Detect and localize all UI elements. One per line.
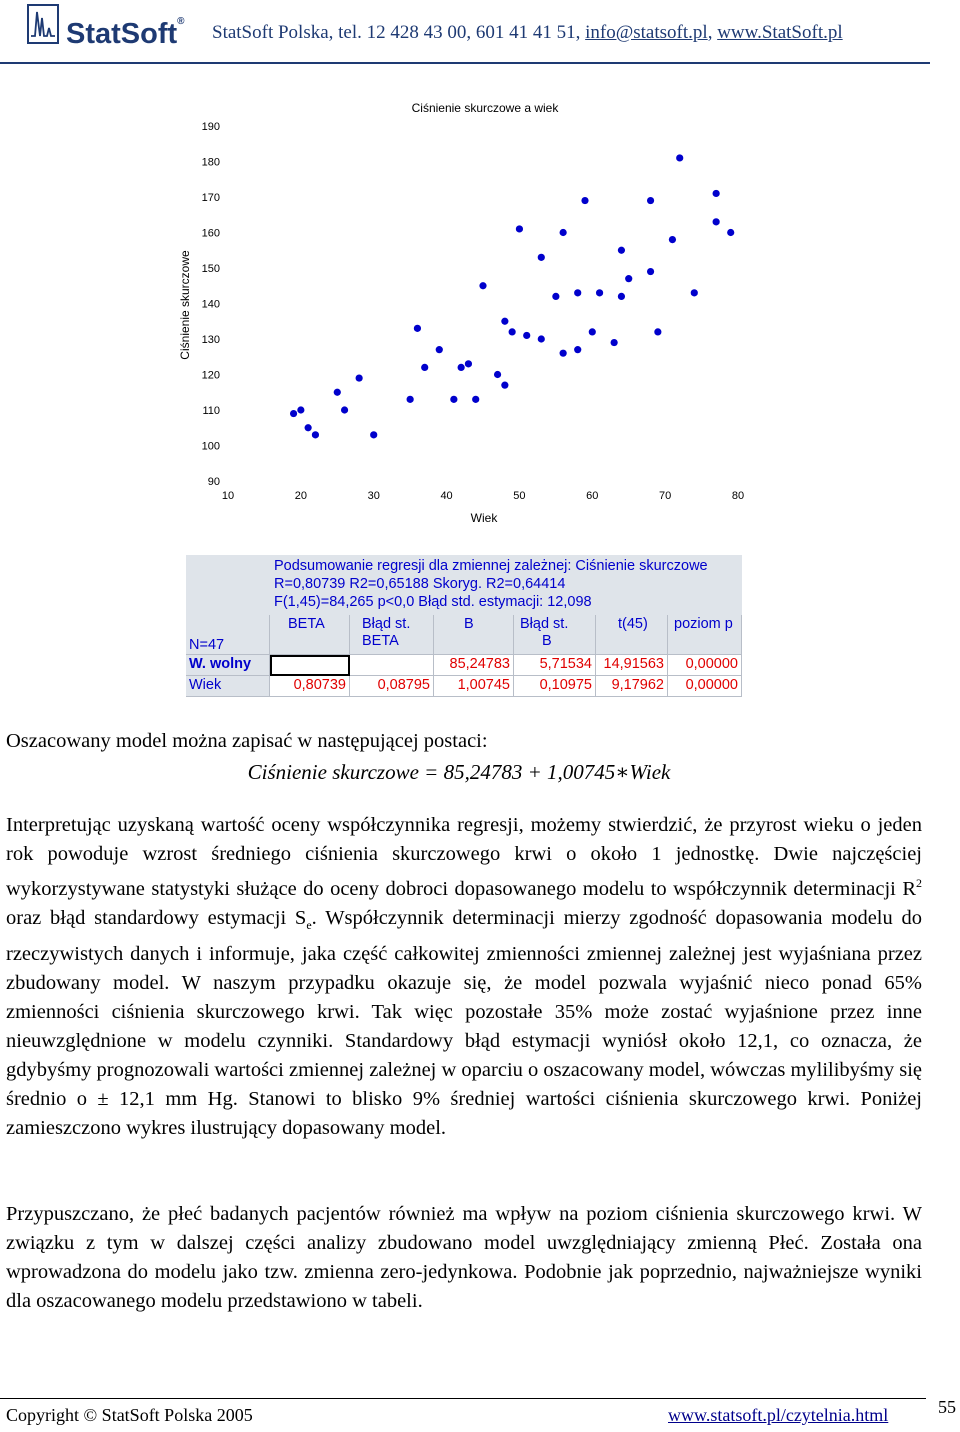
- data-point: [450, 396, 457, 403]
- data-point: [713, 190, 720, 197]
- y-tick-label: 140: [201, 298, 220, 311]
- footer-copyright: Copyright © StatSoft Polska 2005: [6, 1405, 253, 1425]
- data-point: [516, 225, 523, 232]
- regression-header: [270, 555, 742, 615]
- y-tick-label: 160: [201, 227, 220, 240]
- data-point: [356, 374, 363, 381]
- header-divider: [0, 62, 930, 64]
- y-tick-label: 150: [201, 263, 220, 275]
- scatter-chart: [170, 88, 770, 536]
- data-point: [596, 289, 603, 296]
- data-point: [523, 332, 530, 339]
- col-header-beta: BETA: [270, 615, 350, 655]
- data-point: [501, 382, 508, 389]
- x-tick-label: 20: [294, 490, 307, 502]
- x-tick-label: 40: [440, 490, 453, 502]
- row-label-intercept: W. wolny: [186, 655, 270, 676]
- model-formula: Ciśnienie skurczowe = 85,24783 + 1,00745∗Wiek: [247, 760, 671, 784]
- y-tick-label: 170: [201, 192, 220, 204]
- table-cell: 85,24783: [434, 655, 514, 676]
- data-point: [436, 346, 443, 353]
- footer-divider: [0, 1398, 926, 1399]
- data-point: [421, 364, 428, 371]
- data-point: [370, 431, 377, 438]
- x-tick-label: 70: [659, 490, 672, 502]
- intro-text: Oszacowany model można zapisać w następującej postaci:: [6, 730, 488, 752]
- data-point: [669, 236, 676, 243]
- footer-link[interactable]: www.statsoft.pl/czytelnia.html: [668, 1405, 889, 1425]
- table-cell: 0,08795: [350, 676, 434, 697]
- statsoft-logo-icon: [27, 4, 59, 44]
- col-header-se-b: Błąd st. B: [514, 615, 596, 655]
- data-point: [654, 328, 661, 335]
- col-header-se-beta: Błąd st. BETA: [350, 615, 434, 655]
- data-point: [494, 371, 501, 378]
- y-tick-label: 190: [201, 121, 220, 133]
- regression-stats-r: R=0,80739 R2=0,65188 Skoryg. R2=0,64414: [274, 576, 566, 592]
- data-point: [647, 268, 654, 275]
- data-point: [472, 396, 479, 403]
- paragraph-gender: Przypuszczano, że płeć badanych pacjentów również ma wpływ na poziom ciśnienia skurczowego krwi. W związku z tym w dalszej części analizy zbudowano model uwzględniający zmienną Płeć. Została ona wprowadzona do modelu jako tzw. zmienna zero-jedynkowa. Podobnie jak poprzednio, najważniejsze wyniki dla oszacowanego modelu przedstawiono w tabeli.: [6, 1203, 922, 1312]
- y-tick-label: 100: [201, 440, 220, 453]
- data-point: [509, 328, 516, 335]
- x-tick-label: 50: [513, 490, 526, 502]
- col-header-t: t(45): [596, 615, 668, 655]
- table-cell[interactable]: [270, 655, 350, 676]
- data-point: [465, 360, 472, 367]
- y-tick-label: 90: [207, 476, 220, 488]
- row-label-wiek: Wiek: [186, 676, 270, 697]
- data-point: [618, 293, 625, 300]
- data-point: [290, 410, 297, 417]
- data-point: [581, 197, 588, 204]
- data-point: [305, 424, 312, 431]
- page-number: 55: [938, 1397, 956, 1417]
- y-tick-label: 120: [201, 369, 220, 382]
- table-cell: 14,91563: [596, 655, 668, 676]
- chart-y-label: Ciśnienie skurczowe: [178, 250, 192, 360]
- website-link[interactable]: www.StatSoft.pl: [717, 22, 843, 43]
- y-tick-label: 130: [201, 334, 220, 346]
- email-link[interactable]: info@statsoft.pl: [585, 22, 708, 43]
- data-point: [501, 318, 508, 325]
- page-header: [0, 0, 960, 62]
- data-point: [618, 247, 625, 254]
- table-cell: 1,00745: [434, 676, 514, 697]
- x-tick-label: 80: [731, 490, 745, 502]
- col-header-b: B: [434, 615, 514, 655]
- data-point: [341, 406, 348, 413]
- x-tick-label: 60: [586, 490, 599, 502]
- data-point: [560, 350, 567, 357]
- brand-name: StatSoft®: [66, 16, 185, 50]
- data-point: [560, 229, 567, 236]
- chart-title: Ciśnienie skurczowe a wiek: [411, 101, 559, 115]
- data-point: [414, 325, 421, 332]
- data-point: [727, 229, 734, 236]
- y-tick-label: 180: [201, 156, 220, 169]
- regression-summary-table: [186, 555, 742, 697]
- chart-x-label: Wiek: [470, 511, 498, 525]
- x-tick-label: 30: [367, 490, 380, 502]
- x-tick-label: 10: [221, 490, 235, 502]
- data-point: [538, 335, 545, 342]
- data-point: [458, 364, 465, 371]
- data-point: [407, 396, 414, 403]
- data-point: [334, 389, 341, 396]
- data-point: [479, 282, 486, 289]
- data-point: [538, 254, 545, 261]
- table-cell: 5,71534: [514, 655, 596, 676]
- regression-stats-f: F(1,45)=84,265 p<0,0 Błąd std. estymacji: 12,098: [274, 594, 592, 610]
- table-cell: [350, 655, 434, 676]
- table-cell: 0,80739: [270, 676, 350, 697]
- data-point: [574, 289, 581, 296]
- data-point: [691, 289, 698, 296]
- header-contact: StatSoft Polska, tel. 12 428 43 00, 601 41 41 51, info@statsoft.pl, www.StatSoft.pl: [212, 22, 843, 43]
- data-point: [574, 346, 581, 353]
- data-point: [676, 154, 683, 161]
- col-header-p: poziom p: [668, 615, 742, 655]
- data-point: [552, 293, 559, 300]
- data-point: [297, 406, 304, 413]
- table-cell: 0,00000: [668, 655, 742, 676]
- data-point: [611, 339, 618, 346]
- data-point: [647, 197, 654, 204]
- data-point: [625, 275, 632, 282]
- table-cell: 9,17962: [596, 676, 668, 697]
- data-point: [589, 328, 596, 335]
- data-point: [713, 218, 720, 225]
- table-cell: 0,00000: [668, 676, 742, 697]
- regression-title: Podsumowanie regresji dla zmiennej zależnej: Ciśnienie skurczowe: [274, 558, 708, 574]
- y-tick-label: 110: [202, 405, 220, 417]
- table-cell: 0,10975: [514, 676, 596, 697]
- n-label: N=47: [186, 615, 270, 655]
- data-point: [312, 431, 319, 438]
- paragraph-interpretation: Interpretując uzyskaną wartość oceny współczynnika regresji, możemy stwierdzić, że przyrost wieku o jeden rok powoduje wzrost średniego ciśnienia skurczowego krwi o około 1 jednostkę. Dwie najczęściej wykorzystywane statystyki służące do oceny dobroci dopasowanego modelu to współczynnik determinacji $R^2$ oraz błąd standardowy estymacji $S_e$. Współczynnik determinacji mierzy zgodność dopasowania modelu do rzeczywistych danych i informuje, jaka część całkowitej zmienności zmiennej zależnej jest wyjaśniana przez zbudowany model. W naszym przypadku okazuje się, że model pozwala wyjaśnić nieco ponad 65% zmienności ciśnienia skurczowego krwi. Tak więc pozostałe 35% może zostać wyjaśnione przez inne nieuwzględnione w modelu czynniki. Standardowy błąd estymacji wyniósł około 12,1, co oznacza, że gdybyśmy prognozowali wartości zmiennej zależnej w oparciu o oszacowany model, wówczas mylilibyśmy się średnio o ± 12,1 mm Hg. Stanowi to blisko 9% średniej wartości ciśnienia skurczowego krwi. Poniżej zamieszczono wykres ilustrujący dopasowany model.: [6, 814, 922, 1139]
